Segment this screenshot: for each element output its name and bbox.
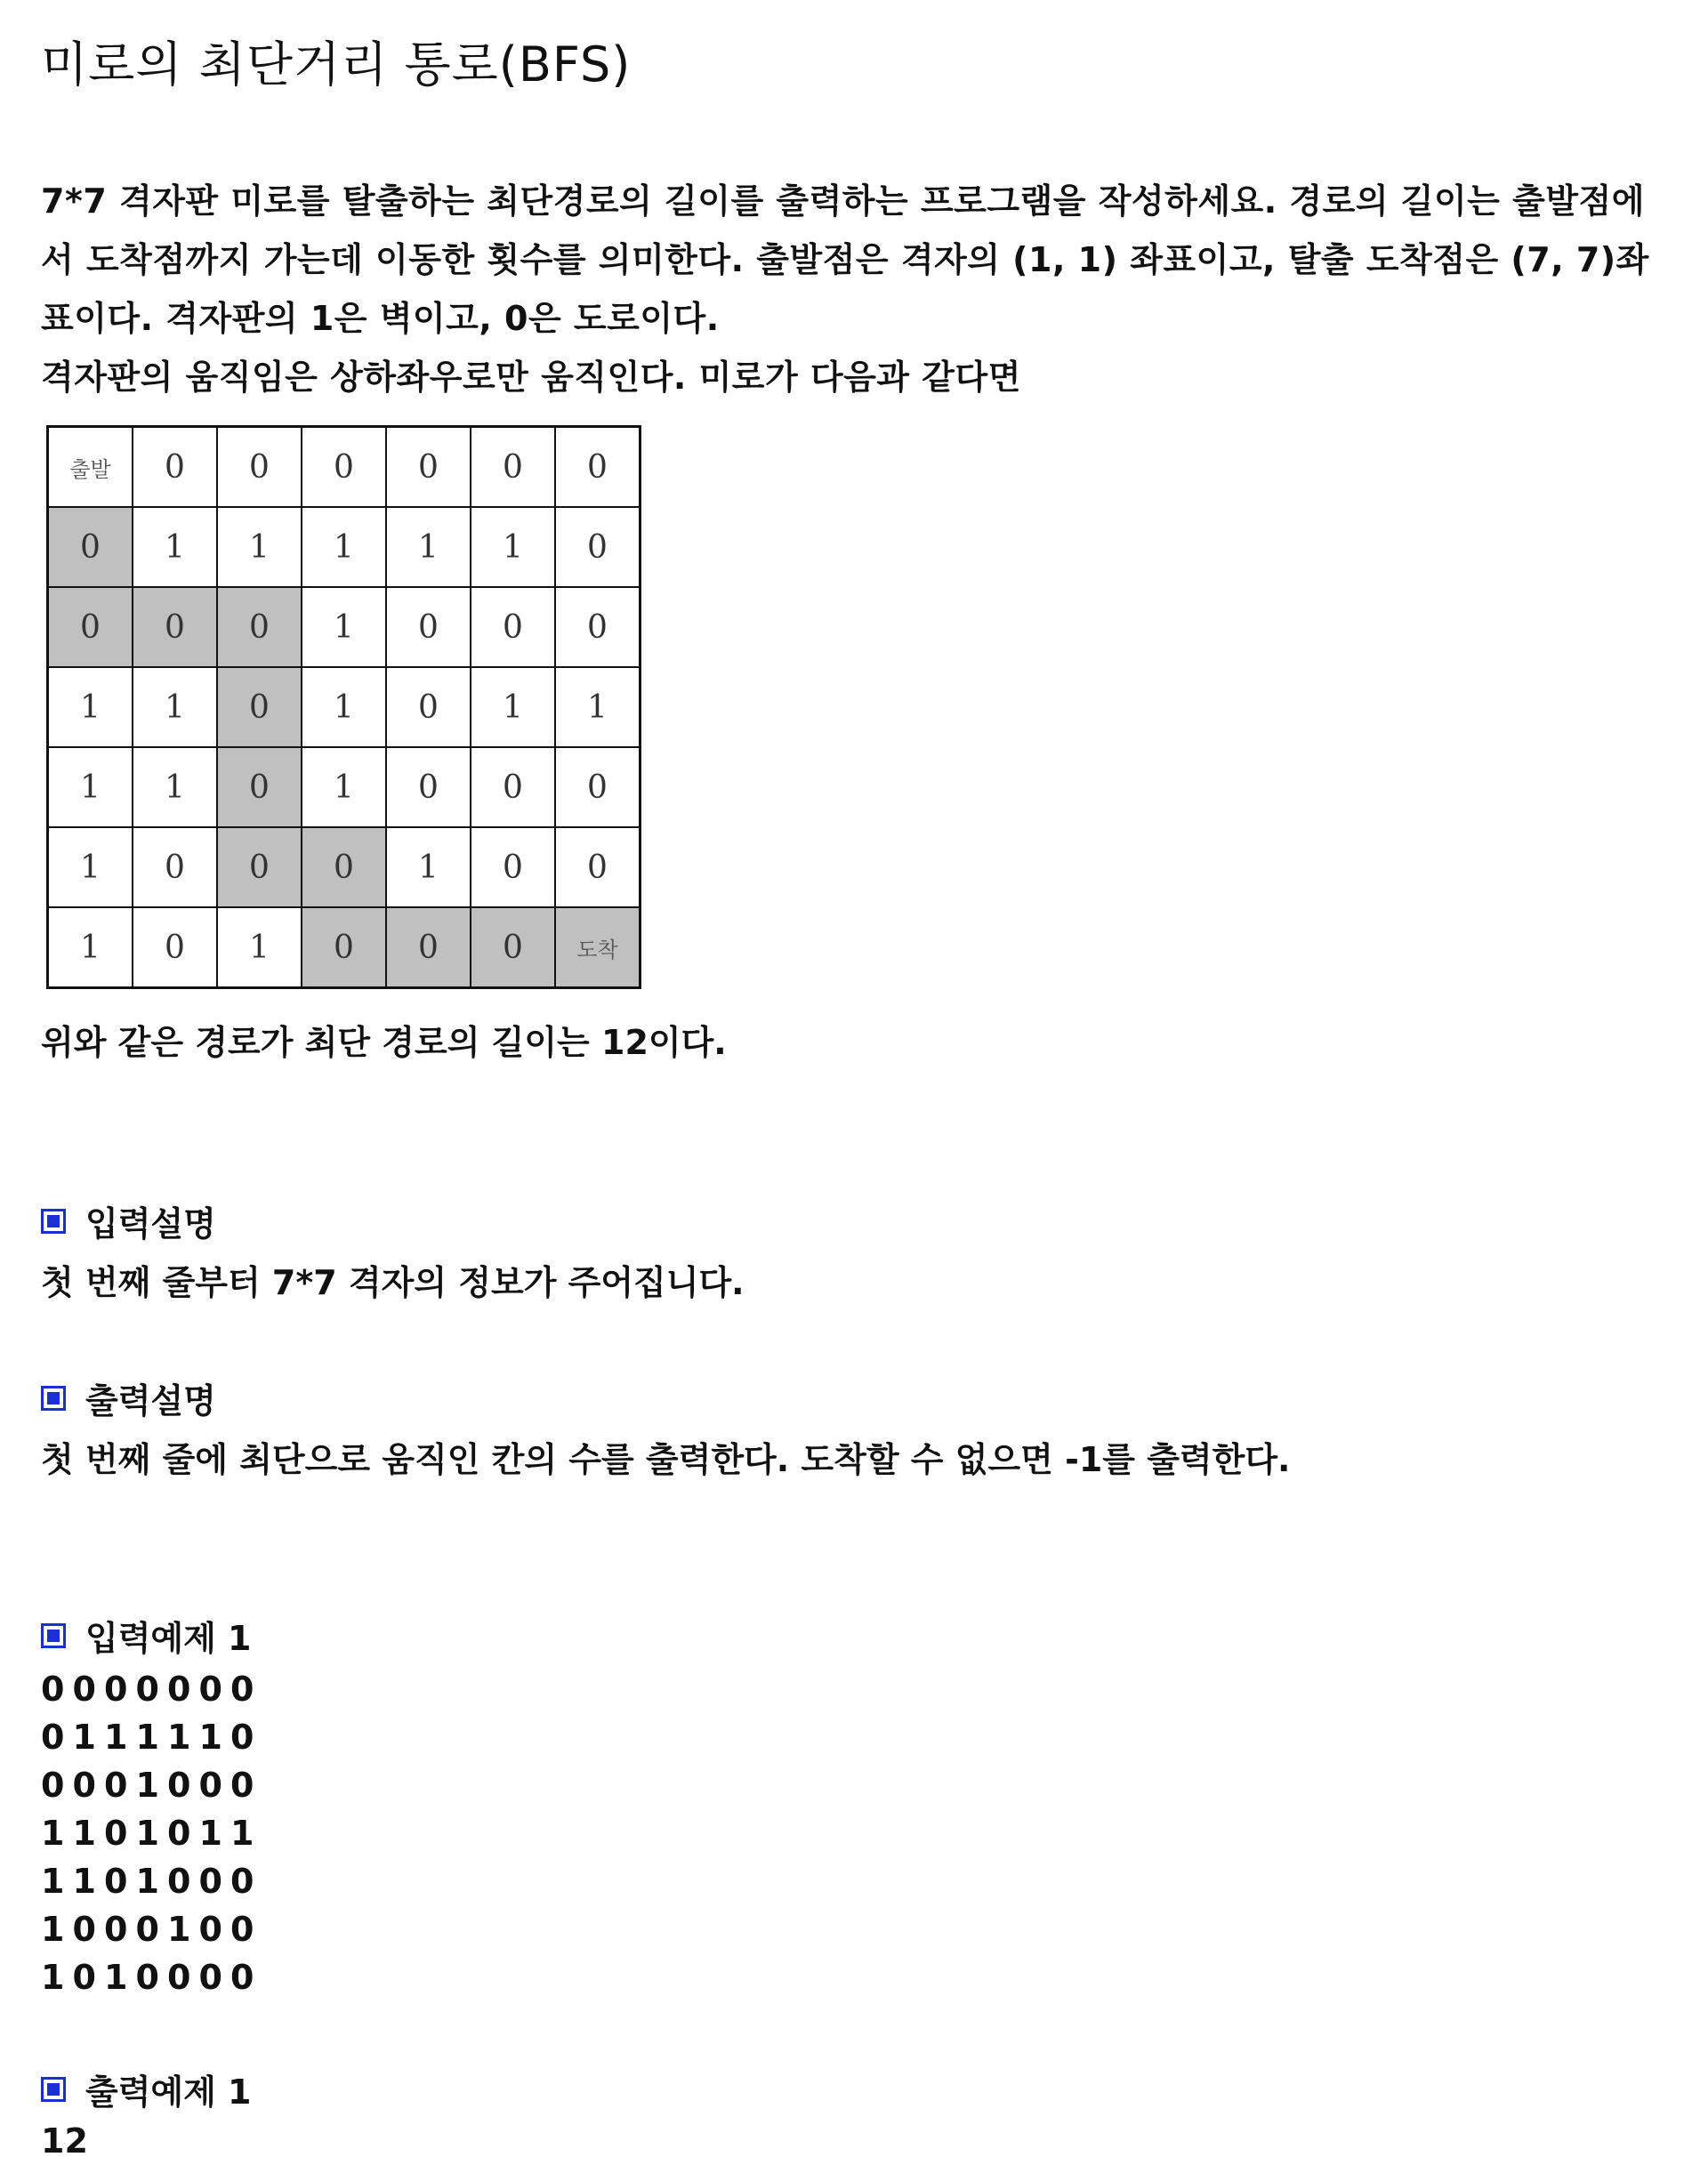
maze-cell: 0 [386,747,471,827]
input-example-digit: 0 [104,1910,128,1949]
maze-row [48,667,640,747]
input-example-digit: 0 [135,1958,159,1997]
maze-cell: 0 [302,427,386,508]
input-example-digit: 0 [41,1718,65,1757]
input-example-digit: 0 [198,1766,222,1805]
input-description-heading [41,1196,216,1245]
maze-cell: 1 [48,667,133,747]
section-heading-label: 출력설명 [85,1381,216,1420]
input-example-line [41,1953,262,2001]
maze-cell: 1 [471,507,555,587]
maze-cell: 0 [48,507,133,587]
maze-cell: 0 [133,427,217,508]
input-example-digit: 0 [167,1958,191,1997]
square-bullet-icon [41,1623,66,1648]
maze-cell: 0 [217,747,302,827]
maze-cell: 출발 [48,427,133,508]
input-example-digit: 0 [230,1670,254,1709]
input-example-digit: 0 [167,1862,191,1901]
input-example-digit: 1 [198,1718,222,1757]
input-example-digit: 0 [104,1814,128,1853]
input-example-line [41,1809,262,1857]
input-example-digit: 0 [198,1958,222,1997]
problem-description [41,172,1665,406]
input-example-heading [41,1611,252,1660]
input-example-digit: 1 [104,1718,128,1757]
maze-cell: 1 [302,747,386,827]
maze-cell: 1 [386,507,471,587]
output-example-value: 12 [41,2121,88,2161]
input-example-digit: 0 [104,1670,128,1709]
maze-row [48,907,640,988]
input-example-digit: 0 [230,1766,254,1805]
input-example-digit: 1 [41,1814,65,1853]
maze-cell: 1 [471,667,555,747]
section-heading-label: 입력설명 [85,1204,216,1243]
input-example-digit: 0 [135,1910,159,1949]
input-example-digit: 1 [72,1718,96,1757]
input-example-digit: 0 [198,1910,222,1949]
input-example-digit: 0 [230,1958,254,1997]
input-example-digit: 1 [104,1958,128,1997]
maze-cell: 0 [302,827,386,907]
input-example-digit: 1 [167,1910,191,1949]
input-example-line [41,1761,262,1809]
maze-cell: 0 [555,827,640,907]
maze-cell: 1 [386,827,471,907]
maze-cell: 1 [133,507,217,587]
input-example-digit: 1 [72,1814,96,1853]
input-example-digit: 1 [135,1814,159,1853]
maze-cell: 1 [48,907,133,988]
input-example-digit: 1 [135,1766,159,1805]
maze-cell: 1 [133,747,217,827]
input-example-digit: 1 [135,1862,159,1901]
maze-cell: 0 [471,587,555,667]
maze-cell: 0 [48,587,133,667]
section-heading-label: 입력예제 1 [85,1619,252,1658]
maze-cell: 0 [471,747,555,827]
maze-cell: 0 [386,907,471,988]
maze-row [48,507,640,587]
input-example-digit: 0 [104,1766,128,1805]
maze-cell: 0 [555,507,640,587]
input-example-digit: 0 [72,1958,96,1997]
maze-cell: 0 [386,587,471,667]
input-example-digit: 1 [230,1814,254,1853]
input-example-digit: 1 [41,1862,65,1901]
maze-row [48,587,640,667]
input-example-line [41,1713,262,1761]
input-example-line [41,1905,262,1953]
maze-cell: 1 [217,907,302,988]
input-example-digit: 0 [198,1862,222,1901]
input-example-digit: 0 [230,1862,254,1901]
maze-cell: 0 [555,427,640,508]
input-example-digit: 0 [72,1766,96,1805]
maze-cell: 1 [133,667,217,747]
input-example-digit: 1 [198,1814,222,1853]
maze-cell: 1 [302,587,386,667]
input-example-digit: 0 [41,1670,65,1709]
maze-row [48,427,640,508]
input-example-line [41,1665,262,1713]
maze-cell: 0 [133,587,217,667]
maze-cell: 0 [133,907,217,988]
maze-cell: 0 [386,667,471,747]
maze-cell: 1 [302,667,386,747]
maze-cell: 도착 [555,907,640,988]
square-bullet-icon [41,1209,66,1234]
maze-row [48,747,640,827]
maze-cell: 0 [217,427,302,508]
input-example-block [41,1665,262,2001]
input-example-digit: 0 [230,1910,254,1949]
description-paragraph: 7*7 격자판 미로를 탈출하는 최단경로의 길이를 출력하는 프로그램을 작성하세요. 경로의 길이는 출발점에서 도착점까지 가는데 이동한 횟수를 의미한다. 출발점은 격자의 (1, 1) 좌표이고, 탈출 도착점은 (7, 7)좌표이다. 격자판의 1은 벽이고, 0은 도로이다. [41,181,1649,338]
description-paragraph: 격자판의 움직임은 상하좌우로만 움직인다. 미로가 다음과 같다면 [41,358,1021,397]
input-example-digit: 0 [135,1670,159,1709]
maze-cell: 1 [48,747,133,827]
output-description-heading [41,1373,216,1422]
input-example-digit: 0 [41,1766,65,1805]
maze-cell: 1 [302,507,386,587]
input-example-digit: 0 [104,1862,128,1901]
maze-row [48,827,640,907]
square-bullet-icon [41,1386,66,1411]
input-example-digit: 1 [41,1910,65,1949]
maze-cell: 0 [217,587,302,667]
square-bullet-icon [41,2077,66,2102]
input-example-digit: 0 [167,1766,191,1805]
maze-cell: 0 [217,667,302,747]
maze-cell: 0 [555,587,640,667]
maze-cell: 0 [471,907,555,988]
output-example-heading [41,2064,252,2113]
page-title: 미로의 최단거리 통로(BFS) [41,36,632,93]
maze-cell: 0 [133,827,217,907]
maze-cell: 0 [302,907,386,988]
maze-cell: 0 [555,747,640,827]
maze-cell: 0 [471,827,555,907]
output-description-text: 첫 번째 줄에 최단으로 움직인 칸의 수를 출력한다. 도착할 수 없으면 -1를 출력한다. [41,1440,1291,1479]
input-example-digit: 0 [167,1814,191,1853]
section-heading-label: 출력예제 1 [85,2072,252,2112]
maze-grid [46,425,641,989]
input-example-digit: 1 [41,1958,65,1997]
maze-cell: 0 [386,427,471,508]
input-example-digit: 0 [198,1670,222,1709]
maze-cell: 1 [555,667,640,747]
input-example-digit: 0 [230,1718,254,1757]
input-example-digit: 0 [167,1670,191,1709]
input-example-digit: 0 [72,1910,96,1949]
input-example-line [41,1857,262,1905]
input-example-digit: 1 [167,1718,191,1757]
maze-cell: 0 [217,827,302,907]
input-example-digit: 1 [72,1862,96,1901]
input-description-text: 첫 번째 줄부터 7*7 격자의 정보가 주어집니다. [41,1263,745,1302]
input-example-digit: 1 [135,1718,159,1757]
maze-cell: 1 [217,507,302,587]
maze-cell: 0 [471,427,555,508]
maze-cell: 1 [48,827,133,907]
conclusion-text: 위와 같은 경로가 최단 경로의 길이는 12이다. [41,1023,727,1062]
input-example-digit: 0 [72,1670,96,1709]
